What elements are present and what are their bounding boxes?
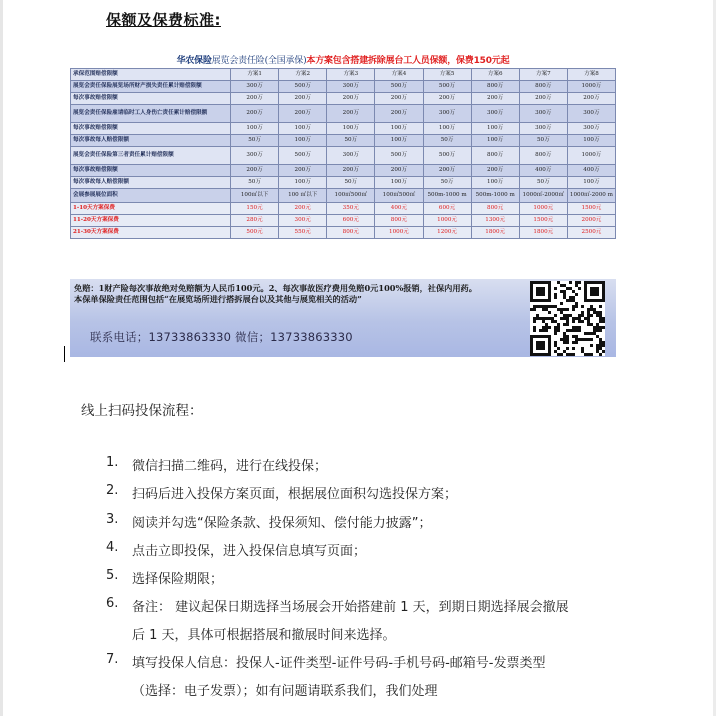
plan-header: 方案6: [471, 69, 519, 81]
page-edge-left: [0, 0, 3, 716]
cell-value: 200万: [375, 165, 423, 177]
cell-value: 100万: [471, 123, 519, 135]
cell-value: 300万: [423, 105, 471, 123]
cell-value: 1000元: [519, 203, 567, 215]
row-label: 每次事故赔偿限额: [71, 123, 231, 135]
cell-value: 100万: [471, 135, 519, 147]
step-text: 阅读并勾选“保险条款、投保须知、偿付能力披露”；: [132, 516, 432, 531]
table-header-row: [71, 69, 616, 81]
row-label: 11-20天方案保费: [71, 215, 231, 227]
cell-value: 200万: [279, 105, 327, 123]
cell-value: 1000万: [567, 81, 615, 93]
cell-value: 300万: [519, 123, 567, 135]
cell-value: 300万: [471, 105, 519, 123]
cell-value: 600元: [327, 215, 375, 227]
step-number: 2.: [106, 483, 119, 498]
cell-value: 800万: [519, 147, 567, 165]
cell-value: 200元: [279, 203, 327, 215]
cell-value: 50万: [423, 177, 471, 189]
flyer-title: [70, 55, 616, 68]
cell-value: 200万: [327, 93, 375, 105]
cell-value: 800元: [327, 227, 375, 239]
cell-value: 300万: [231, 81, 279, 93]
premium-row: [71, 215, 616, 227]
cell-value: 100万: [567, 177, 615, 189]
cell-value: 200万: [375, 105, 423, 123]
cell-value: 50万: [231, 177, 279, 189]
step-number: 3.: [106, 512, 119, 527]
step-text: 备注： 建议起保日期选择当场展会开始搭建前 1 天，到期日期选择展会撤展: [132, 600, 569, 615]
plan-header: 方案1: [231, 69, 279, 81]
cell-value: 800万: [471, 147, 519, 165]
step-number: 4.: [106, 540, 119, 555]
cell-value: 1500元: [567, 203, 615, 215]
step-text-continued: 后 1 天，具体可根据搭展和撤展时间来选择。: [132, 628, 396, 643]
flow-title: 线上扫码投保流程：: [81, 403, 203, 419]
cell-value: 100万: [375, 135, 423, 147]
flyer-product: 展览会责任险(全国承保): [211, 56, 307, 66]
table-row: [71, 93, 616, 105]
cell-value: 50万: [519, 177, 567, 189]
cell-value: 200万: [423, 93, 471, 105]
cell-value: 100万: [279, 177, 327, 189]
cell-value: 100万: [327, 123, 375, 135]
cell-value: 500万: [423, 81, 471, 93]
plan-header: 方案8: [567, 69, 615, 81]
cell-value: 300万: [327, 147, 375, 165]
cell-value: 300万: [327, 81, 375, 93]
cell-value: 500m-1000 m: [471, 189, 519, 203]
cell-value: 50万: [327, 177, 375, 189]
row-label: 1-10天方案保费: [71, 203, 231, 215]
cell-value: 200万: [471, 93, 519, 105]
cell-value: 50万: [231, 135, 279, 147]
flyer-brand: 华农保险: [176, 56, 212, 66]
cell-value: 100万: [471, 177, 519, 189]
premium-row: [71, 227, 616, 239]
cell-value: 400万: [519, 165, 567, 177]
row-label: 每次事故赔偿限额: [71, 165, 231, 177]
cell-value: 300万: [567, 123, 615, 135]
cell-value: 50万: [327, 135, 375, 147]
cell-value: 200万: [279, 165, 327, 177]
qr-code-icon: [530, 281, 605, 356]
cell-value: 100万: [231, 123, 279, 135]
cell-value: 1000元: [423, 215, 471, 227]
step-text: 微信扫描二维码，进行在线投保；: [132, 459, 328, 474]
cell-value: 800元: [375, 215, 423, 227]
table-row: [71, 135, 616, 147]
cell-value: 1800元: [519, 227, 567, 239]
cell-value: 100万: [567, 135, 615, 147]
table-row: [71, 189, 616, 203]
row-label: 展览会责任保险展览场所财产损失责任累计赔偿限额: [71, 81, 231, 93]
cell-value: 200万: [423, 165, 471, 177]
cell-value: 500万: [375, 147, 423, 165]
cell-value: 200万: [279, 93, 327, 105]
cell-value: 100㎡500㎡: [327, 189, 375, 203]
plan-header: 方案3: [327, 69, 375, 81]
cell-value: 1000㎡-2000 m: [567, 189, 615, 203]
cell-value: 600元: [423, 203, 471, 215]
cell-value: 500万: [375, 81, 423, 93]
cell-value: 2000元: [567, 215, 615, 227]
cell-value: 1000万: [567, 147, 615, 165]
cell-value: 200万: [231, 93, 279, 105]
cell-value: 280元: [231, 215, 279, 227]
table-row: [71, 123, 616, 135]
premium-table: [70, 68, 616, 239]
table-row: [71, 177, 616, 189]
premium-row: [71, 203, 616, 215]
cell-value: 300元: [279, 215, 327, 227]
row-label: 会展参展展位面积: [71, 189, 231, 203]
cell-value: 1800元: [471, 227, 519, 239]
row-label: 21-30天方案保费: [71, 227, 231, 239]
cell-value: 800万: [519, 81, 567, 93]
table-row: [71, 105, 616, 123]
table-row: [71, 165, 616, 177]
cell-value: 100㎡500㎡: [375, 189, 423, 203]
cell-value: 550元: [279, 227, 327, 239]
cell-value: 1200元: [423, 227, 471, 239]
cell-value: 500万: [279, 147, 327, 165]
step-text: 点击立即投保，进入投保信息填写页面；: [132, 544, 367, 559]
cell-value: 200万: [231, 165, 279, 177]
table-row: [71, 81, 616, 93]
row-label: 每次事故每人赔偿限额: [71, 177, 231, 189]
flyer-highlight: 本方案包含搭建拆除展台工人员保额，保费150元起: [306, 56, 510, 66]
cell-value: 350元: [327, 203, 375, 215]
cell-value: 2500元: [567, 227, 615, 239]
plan-header: 方案7: [519, 69, 567, 81]
cell-value: 300万: [567, 105, 615, 123]
cell-value: 200万: [231, 105, 279, 123]
row-label: 展览会责任保险第三者责任累计赔偿限额: [71, 147, 231, 165]
cell-value: 1000元: [375, 227, 423, 239]
cell-value: 100万: [375, 177, 423, 189]
cell-value: 500万: [279, 81, 327, 93]
row-label: 每次事故赔偿限额: [71, 93, 231, 105]
cell-value: 200万: [327, 165, 375, 177]
cell-value: 200万: [519, 93, 567, 105]
cell-value: 200万: [567, 93, 615, 105]
cell-value: 500m-1000 m: [423, 189, 471, 203]
cell-value: 500元: [231, 227, 279, 239]
step-text: 填写投保人信息：投保人-证件类型-证件号码-手机号码-邮箱号-发票类型: [132, 656, 546, 671]
header-label: 承保范围赔偿限额: [71, 69, 231, 81]
cell-value: 50万: [423, 135, 471, 147]
insurance-flyer-image: [70, 55, 616, 357]
cell-value: 200万: [375, 93, 423, 105]
cell-value: 100 ㎡以下: [279, 189, 327, 203]
cell-value: 200万: [471, 165, 519, 177]
step-number: 5.: [106, 568, 119, 583]
row-label: 每次事故每人赔偿限额: [71, 135, 231, 147]
coverage-note: 本保单保险责任范围包括“在展览场所进行搭拆展台以及其他与展览相关的活动”: [74, 294, 362, 304]
contact-info: 联系电话；13733863330 微信；13733863330: [90, 330, 353, 344]
cell-value: 1300元: [471, 215, 519, 227]
step-text-continued: （选择：电子发票）；如有问题请联系我们，我们处理: [132, 684, 438, 699]
flyer-notes: [74, 283, 524, 305]
cell-value: 300万: [231, 147, 279, 165]
plan-header: 方案4: [375, 69, 423, 81]
step-number: 7.: [106, 652, 119, 667]
table-row: [71, 147, 616, 165]
plan-header: 方案2: [279, 69, 327, 81]
step-number: 6.: [106, 596, 119, 611]
section-heading: 保额及保费标准:: [106, 11, 221, 29]
cell-value: 1500元: [519, 215, 567, 227]
row-label: 展览会责任保险雇请临时工人身伤亡责任累计赔偿限额: [71, 105, 231, 123]
text-cursor: [64, 346, 65, 362]
cell-value: 100㎡以下: [231, 189, 279, 203]
cell-value: 150元: [231, 203, 279, 215]
plan-header: 方案5: [423, 69, 471, 81]
cell-value: 500万: [423, 147, 471, 165]
flyer-bottom-panel: [70, 279, 616, 357]
cell-value: 100万: [279, 123, 327, 135]
step-number: 1.: [106, 455, 119, 470]
deductible-note: 免赔：1财产险每次事故绝对免赔额为人民币100元。2、每次事故医疗费用免赔0元100%报销，社保内用药。: [74, 283, 477, 293]
cell-value: 200万: [327, 105, 375, 123]
cell-value: 800元: [471, 203, 519, 215]
step-text: 扫码后进入投保方案页面，根据展位面积勾选投保方案；: [132, 487, 458, 502]
cell-value: 100万: [279, 135, 327, 147]
cell-value: 300万: [519, 105, 567, 123]
cell-value: 400元: [375, 203, 423, 215]
cell-value: 100万: [375, 123, 423, 135]
cell-value: 400万: [567, 165, 615, 177]
cell-value: 50万: [519, 135, 567, 147]
step-text: 选择保险期限；: [132, 572, 224, 587]
cell-value: 800万: [471, 81, 519, 93]
cell-value: 100万: [423, 123, 471, 135]
cell-value: 1000㎡-2000㎡: [519, 189, 567, 203]
